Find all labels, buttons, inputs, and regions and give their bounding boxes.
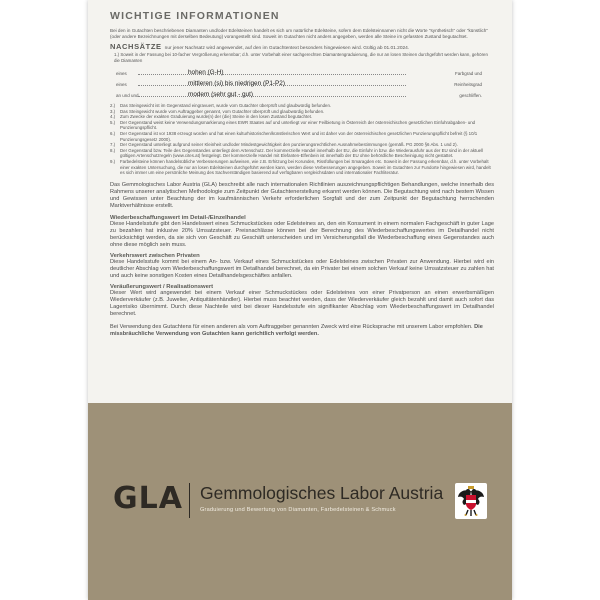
gla-logo: GLA (113, 481, 183, 516)
lab-subtitle: Graduierung und Bewertung von Diamanten, Farbedelsteinen & Schmuck (200, 507, 396, 513)
note-number: 3.) (110, 108, 116, 114)
grade-row-suffix: Reinheitsgrad (454, 82, 482, 87)
note-item (110, 131, 494, 142)
section-heading: Verkehrswert zwischen Privaten (110, 252, 200, 259)
closing-warning: Die missbräuchliche Verwendung von Gutachten kann gerichtlich verfolgt werden. (110, 323, 483, 337)
grade-clarity-value: mittleren (si) bis niedrigen (P1-P2) (188, 79, 285, 87)
grade-row-clarity (110, 77, 494, 88)
note-number: 9.) (110, 158, 116, 164)
section-heading: Wiederbeschaffungswert im Detail-/Einzelhandel (110, 214, 246, 221)
grade-color-value: hohen (G-H) (188, 68, 224, 76)
grade-row-cut (110, 88, 494, 99)
note-1: 1.) Soweit in der Fassung bei 10-facher Vergrößerung erkennbar; d.h. unter Vorbehalt einer sachgerechten Diamantengraduierung, die nur an losen Steinen durchgeführt werden kann, gehören die Diamanten (114, 52, 488, 64)
note-item (110, 159, 494, 176)
note-text: Farbedelsteine können handelsübliche Verbesserungen aufweisen, wie z.B. Erhitzung bei Korunden, Rissfüllungen bei Smaragden etc. Soweit in der Fassung erkennbar, d.h. unter Vorbehalt einer exakten Untersuchung, die nur an losen Edelsteinen durchgeführt werden kann, werden diese Verbesserungen angegeben. Soweit im Gutachten zur Fundorte hingewiesen wird, handelt es sich immer um eine persönliche Meinung des Sachverständigen basierend auf verfügbaren vergleichsdaten und internationaler Fachliteratur. (120, 158, 491, 176)
logo-divider (189, 483, 190, 518)
note-text: Der Gegenstand weist keine Verwendungsmarkierung eines EWR Staates auf und unterliegt vor einer Feilbietung in Österreich der österreichischen gesetzlichen Einfuhrabgaben- und Punzierungspflicht. (120, 119, 476, 131)
note-item (110, 148, 494, 159)
note-text: Der Gegenstand unterliegt aufgrund seiner Kleinheit und/oder Mindestgewichtigkeit den punzierungsrechtlichen Ausnahmebestimmungen (gemäß. PG 2000 §6 Abs. 1 und 2). (120, 142, 458, 148)
grade-row-suffix: Farbgrad und (454, 71, 482, 76)
grade-row-label: eines (116, 71, 127, 76)
closing-note (110, 324, 494, 338)
page-title: WICHTIGE INFORMATIONEN (110, 10, 280, 22)
grading-fields (110, 66, 494, 99)
grade-row-label: eines (116, 82, 127, 87)
lab-name: Gemmologisches Labor Austria (200, 483, 444, 503)
section-text: Dieser Wert wird angewendet bei einem Verkauf einer Schmuckstückes oder Edelsteines von einer Privatperson an einen erwerbsmäßigen Wiederverkäufer (z.B. Juwelier, Antiquitätenhändler). Hierbei muss beachtet werden, dass der Wiederverkäufer gleich bezahlt und damit auch sofort das Lagerrisiko übernimmt. Durch diese Nachteile wird bei dieser Handelsstufe ein signifikanter Abschlag vom Wiederbeschaffungswert im Detailhandel berechnet. (110, 290, 494, 318)
section-text: Diese Handelsstufe kommt bei einem An- bzw. Verkauf eines Schmuckstückes oder Edelsteines zwischen Privaten zur Anwendung. Hierbei wird ein deutlicher Abschlag vom Wiederbeschaffungswert im Detailhandel berechnet, da ein Privater bei einem solchen Verkauf keine Umsatzsteuer zu zahlen hat und auch keine sonstigen Kosten eines Detailhandelsgeschäftes anfallen. (110, 258, 494, 280)
certificate-page (88, 0, 512, 600)
grade-row-color (110, 66, 494, 77)
section-private-value (110, 253, 494, 280)
dotted-line (138, 96, 406, 97)
nachsaetze-text: nur jener Nachsatz wird angewendet, auf den im Gutachtentext besonders hingewiesen wird. Gültig ab 01.01.2024. (164, 46, 410, 52)
austrian-eagle-icon (455, 483, 487, 519)
grade-cut-value: modem (sehr gut - gut) (188, 90, 253, 98)
note-text: Zum Zwecke der exakten Graduierung wurde(n) der (die) Steine in den losen Zustand begutachtet. (120, 114, 313, 120)
note-number: 8.) (110, 147, 116, 153)
closing-text: Bei Verwendung des Gutachtens für einen anderen als vom Auftraggeber genannten Zweck wird eine Rücksprache mit unserem Labor empfohlen. (110, 323, 473, 330)
section-heading: Veräußerungswert / Realisationswert (110, 284, 214, 291)
footer-band (88, 403, 512, 600)
note-number: 6.) (110, 130, 116, 136)
gla-paragraph: Das Gemmologisches Labor Austria (GLA) beschreibt alle nach internationalen Richtlinien auszeichnungspflichtigen Behandlungen, welche innerhalb des Rahmens unserer analytischen Methodologie zum Zeitpunkt der Gutachtenerstellung erkannt werden können. Die Begutachtung wird nach bestem Wissen und Gewissen unter Beachtung der im kaufmännischen Verkehr erforderlichen Sorgfalt und der zum Zeitpunkt der Begutachtung herrschenden Marktverhältnisse erstellt. (110, 181, 494, 210)
numbered-notes (110, 103, 494, 176)
note-text: Das Steingewicht ist im Gegenstand eingravuert, wurde vom Gutachter überprüft und glaubwürdig befunden. (120, 103, 332, 108)
info-content (110, 10, 494, 338)
section-realisation-value (110, 284, 494, 318)
grade-row-suffix: geschliffen. (459, 93, 482, 98)
note-number: 5.) (110, 119, 116, 125)
note-number: 7.) (110, 142, 116, 148)
section-retail-value (110, 215, 494, 249)
dotted-line (138, 74, 406, 75)
note-item (110, 120, 494, 131)
note-text: Das Steingewicht wurde vom Auftraggeber genannt, vom Gutachter überprüft und glaubwürdig befunden. (120, 108, 325, 114)
note-number: 4.) (110, 114, 116, 120)
nachsaetze-intro (110, 44, 494, 52)
note-text: Der Gegenstand bzw. Teile des Gegenstandes unterliegt dem Artenschutz. Der kommerzielle Handel innerhalb der EU, die Einfuhr in bzw. die Wiederausfuhr aus der EU sind in der aktuell gültigen Artenschutzregeln (www.cites.at) festgelegt. Der kommerzielle Handel mit Elefanten-Elfenbein ist innerhalb der EU ohne behördliche Bescheinigung nicht gestattet. (120, 147, 484, 159)
note-number: 2.) (110, 103, 116, 108)
grade-row-label: an und und (116, 93, 139, 98)
nachsaetze-heading: NACHSÄTZE (110, 42, 162, 52)
note-text: Der Gegenstand ist vor 1938 erzeugt worden und hat einen kulturhistorischen/künstlerischen Wert und ist daher von der österreichischen gesetzlichen Punzierungspflicht befreit (§ 10/1 Punzierungsgesetz 2000). (120, 130, 478, 142)
intro-paragraph: Bei den in Gutachten beschriebenen Diamanten und/oder Edelsteinen handelt es sich um natürliche Edelsteine, sofern dem Edelsteinnamen nicht die Worte "synthetisch" oder "künstlich" (oder andere Bezeichnungen mit derselben Bedeutung) vorangestellt sind. Soweit im Gutachten nicht anders angegeben, werden alle Steine im gefassten Zustand begutachtet. (110, 28, 488, 40)
section-text: Diese Handelsstufe gibt den Handelswert eines Schmuckstückes oder Edelsteines an, den ein Konsument in einem normalen Fachgeschäft in guter Lage zu bezahlen hat inklusive 20% Umsatzsteuer. Preisnachlässe können bei der Berechnung des Wiederbeschaffungswertes im Detailhandel nicht berücksichtigt werden, da sie sich von Geschäft zu Geschäft unterscheiden und im Versicherungsfall die Wiederbeschaffung eines Gegenstandes auch ohne diese möglich sein muss. (110, 220, 494, 248)
